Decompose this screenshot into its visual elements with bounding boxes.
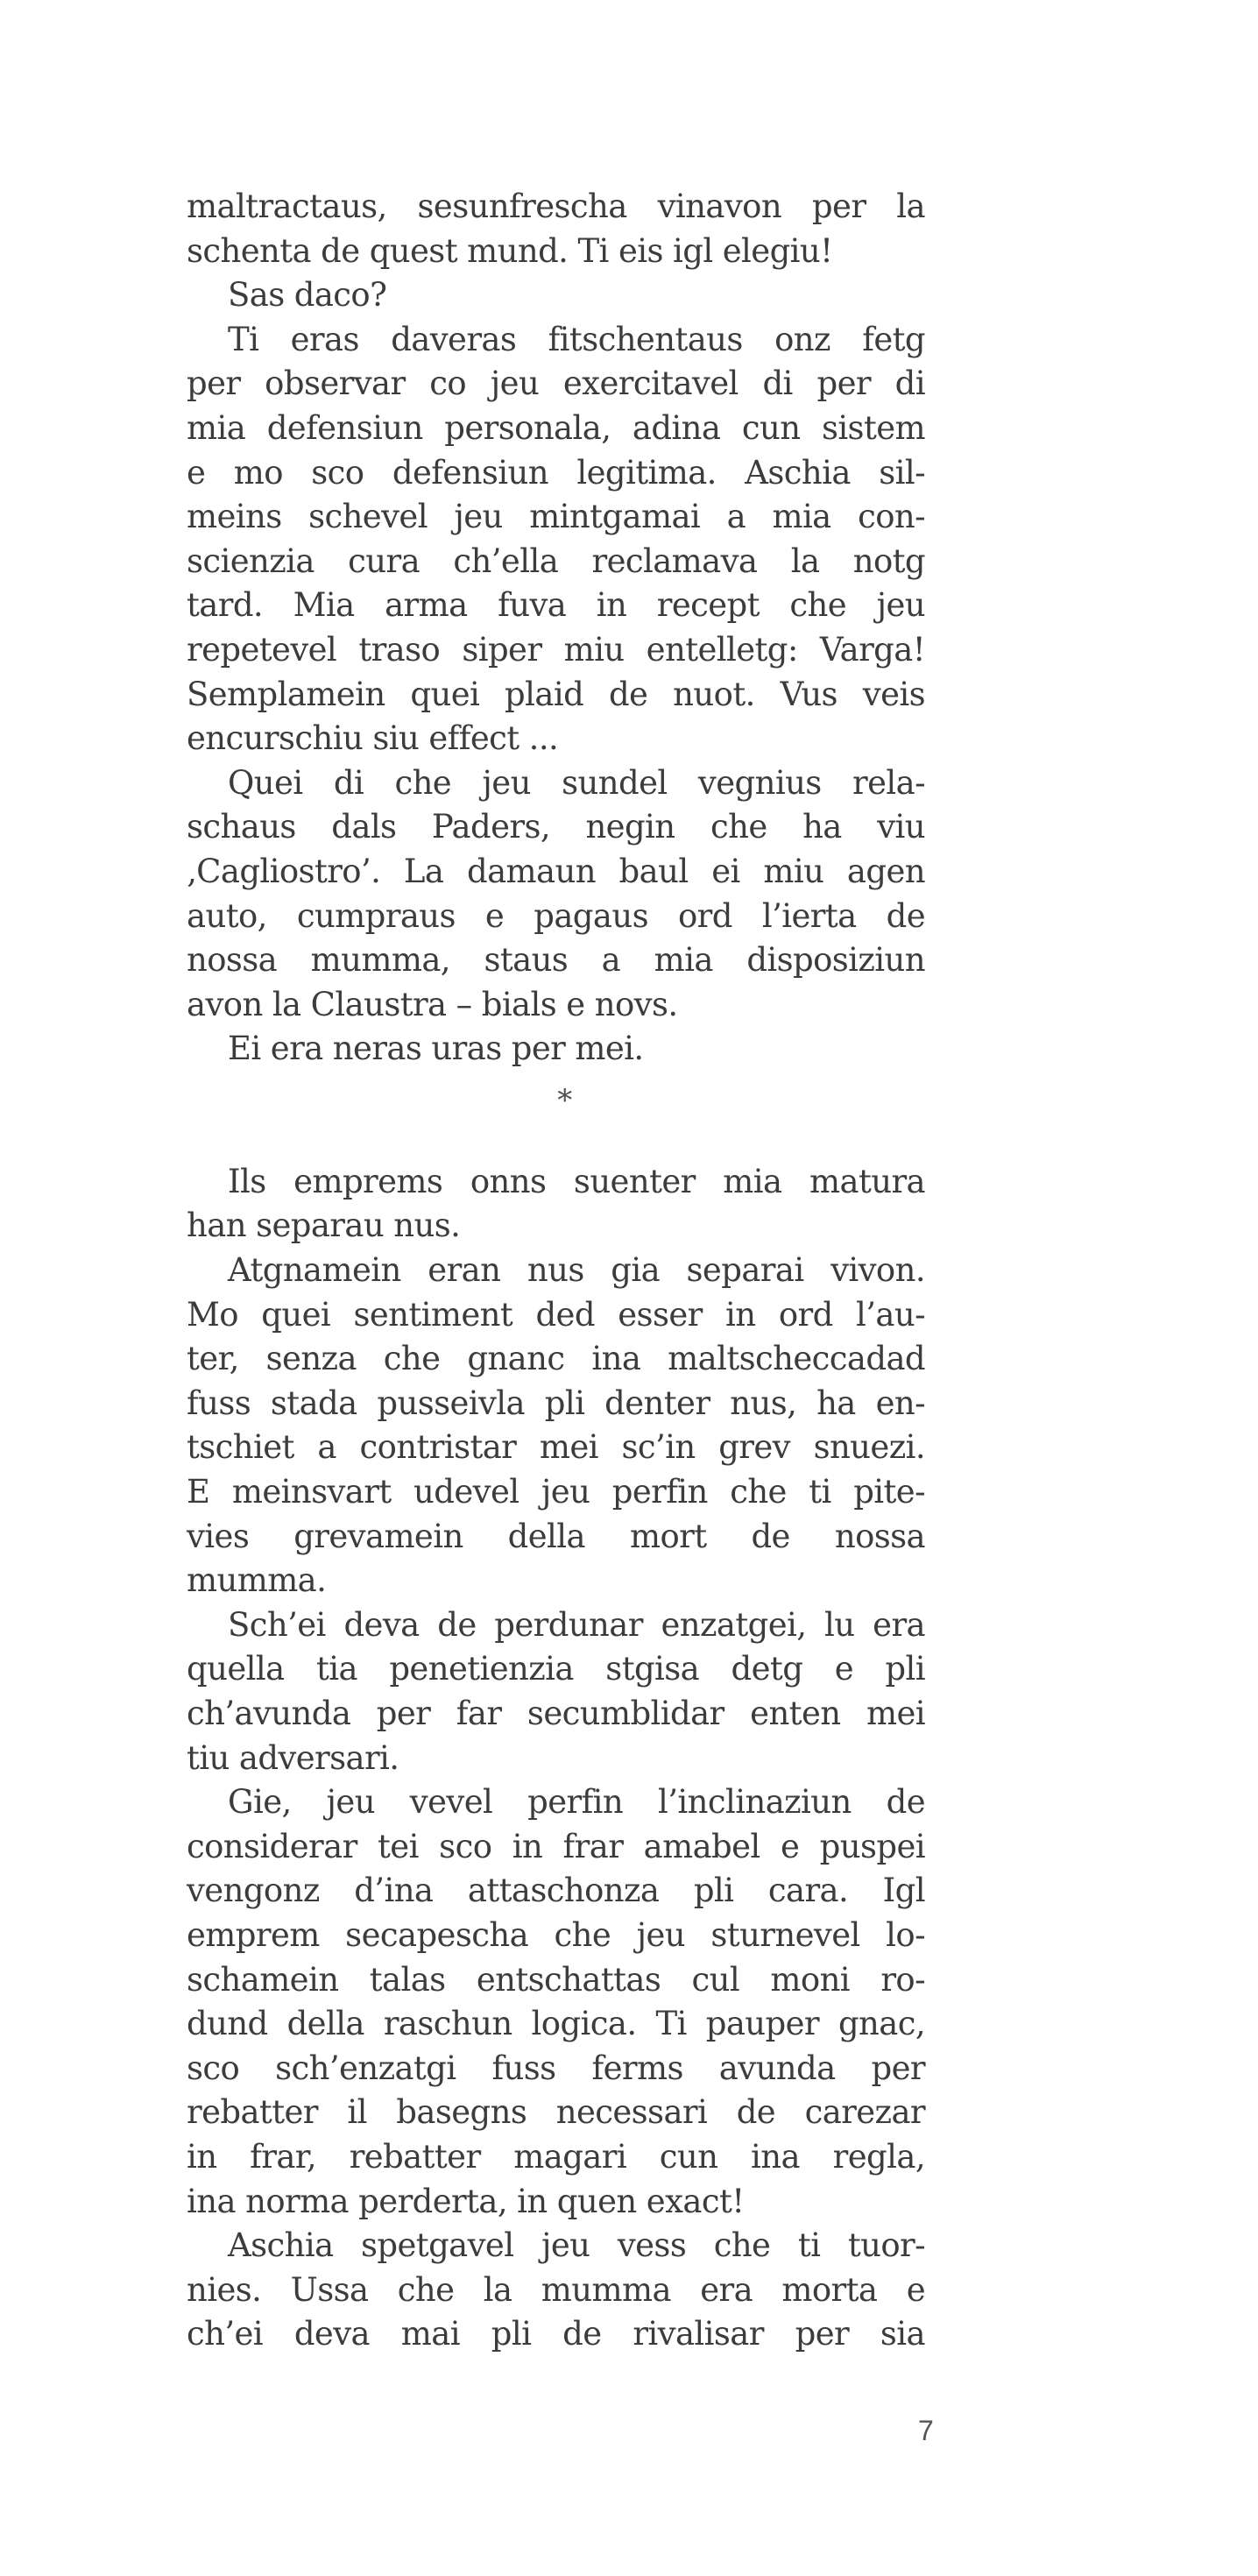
page-number: 7 (918, 2415, 934, 2446)
text-line: ‚Cagliostro’. La damaun baul ei miu agen (187, 852, 925, 890)
text-line: Gie, jeu vevel perfin l’inclinaziun de (228, 1783, 925, 1822)
text-line: Quei di che jeu sundel vegnius rela- (228, 763, 925, 802)
text-line: vengonz d’ina attaschonza pli cara. Igl (187, 1872, 925, 1910)
text-line: Atgnamein eran nus gia separai vivon. (228, 1251, 925, 1290)
text-line: mumma. (187, 1561, 327, 1600)
section-break-asterisk (187, 1072, 925, 1160)
text-line: emprem secapescha che jeu sturnevel lo- (187, 1915, 925, 1954)
text-line: ina norma perderta, in quen exact! (187, 2182, 745, 2220)
text-line: Ti eras daveras fitschentaus onz fetg (228, 320, 925, 358)
text-line: Mo quei sentiment ded esser in ord l’au- (187, 1295, 925, 1334)
text-line: Ei era neras uras per mei. (228, 1030, 644, 1068)
text-line: tiu adversari. (187, 1738, 399, 1777)
text-line: encurschiu siu effect ... (187, 719, 559, 758)
text-line: tard. Mia arma fuva in recept che jeu (187, 586, 925, 625)
text-line: in frar, rebatter magari cun ina regla, (187, 2137, 925, 2176)
text-line: tschiet a contristar mei sc’in grev snuezi. (187, 1428, 925, 1467)
text-line: nies. Ussa che la mumma era morta e (187, 2270, 925, 2309)
text-line: sco sch’enzatgi fuss ferms avunda per (187, 2049, 925, 2087)
text-line: considerar tei sco in frar amabel e puspei (187, 1827, 925, 1865)
text-line: schenta de quest mund. Ti eis igl elegiu! (187, 231, 833, 270)
text-line: Sas daco? (228, 276, 387, 315)
text-line: Sch’ei deva de perdunar enzatgei, lu era (228, 1605, 925, 1644)
text-line: E meinsvart udevel jeu perfin che ti pite- (187, 1473, 925, 1511)
text-line: fuss stada pusseivla pli denter nus, ha en- (187, 1384, 925, 1422)
text-line: ch’ei deva mai pli de rivalisar per sia (187, 2315, 925, 2353)
text-line: schaus dals Paders, negin che ha viu (187, 808, 925, 846)
text-section-before-break (187, 185, 925, 1072)
text-line: han separau nus. (187, 1207, 461, 1245)
text-line: rebatter il basegns necessari de carezar (187, 2093, 925, 2132)
text-line: vies grevamein della mort de nossa (187, 1517, 925, 1555)
body-text (187, 185, 925, 2357)
text-line: Ils emprems onns suenter mia matura (228, 1162, 925, 1200)
text-line: e mo sco defensiun legitima. Aschia sil- (187, 453, 925, 492)
text-line: maltractaus, sesunfrescha vinavon per la (187, 188, 925, 225)
text-line: schamein talas entschattas cul moni ro- (187, 1960, 925, 1999)
text-line: Aschia spetgavel jeu vess che ti tuor- (228, 2226, 925, 2265)
text-line: nossa mumma, staus a mia disposiziun (187, 941, 925, 980)
text-line: quella tia penetienzia stgisa detg e pli (187, 1650, 925, 1688)
text-line: meins schevel jeu mintgamai a mia con- (187, 498, 925, 536)
asterisk-ornament-icon: * (557, 1082, 572, 1118)
text-section-after-break (187, 1160, 925, 2357)
text-line: per observar co jeu exercitavel di per di (187, 364, 925, 403)
text-line: ch’avunda per far secumblidar enten mei (187, 1695, 925, 1732)
text-line: auto, cumpraus e pagaus ord l’ierta de (187, 896, 925, 935)
text-line: avon la Claustra – bials e novs. (187, 985, 678, 1023)
text-line: ter, senza che gnanc ina maltscheccadad (187, 1340, 925, 1378)
text-line: mia defensiun personala, adina cun sistem (187, 408, 925, 447)
text-line: dund della raschun logica. Ti pauper gnac, (187, 2005, 925, 2043)
text-line: Semplamein quei plaid de nuot. Vus veis (187, 675, 925, 713)
text-line: repetevel traso siper miu entelletg: Varga! (187, 630, 925, 669)
text-line: scienzia cura ch’ella reclamava la notg (187, 541, 925, 580)
